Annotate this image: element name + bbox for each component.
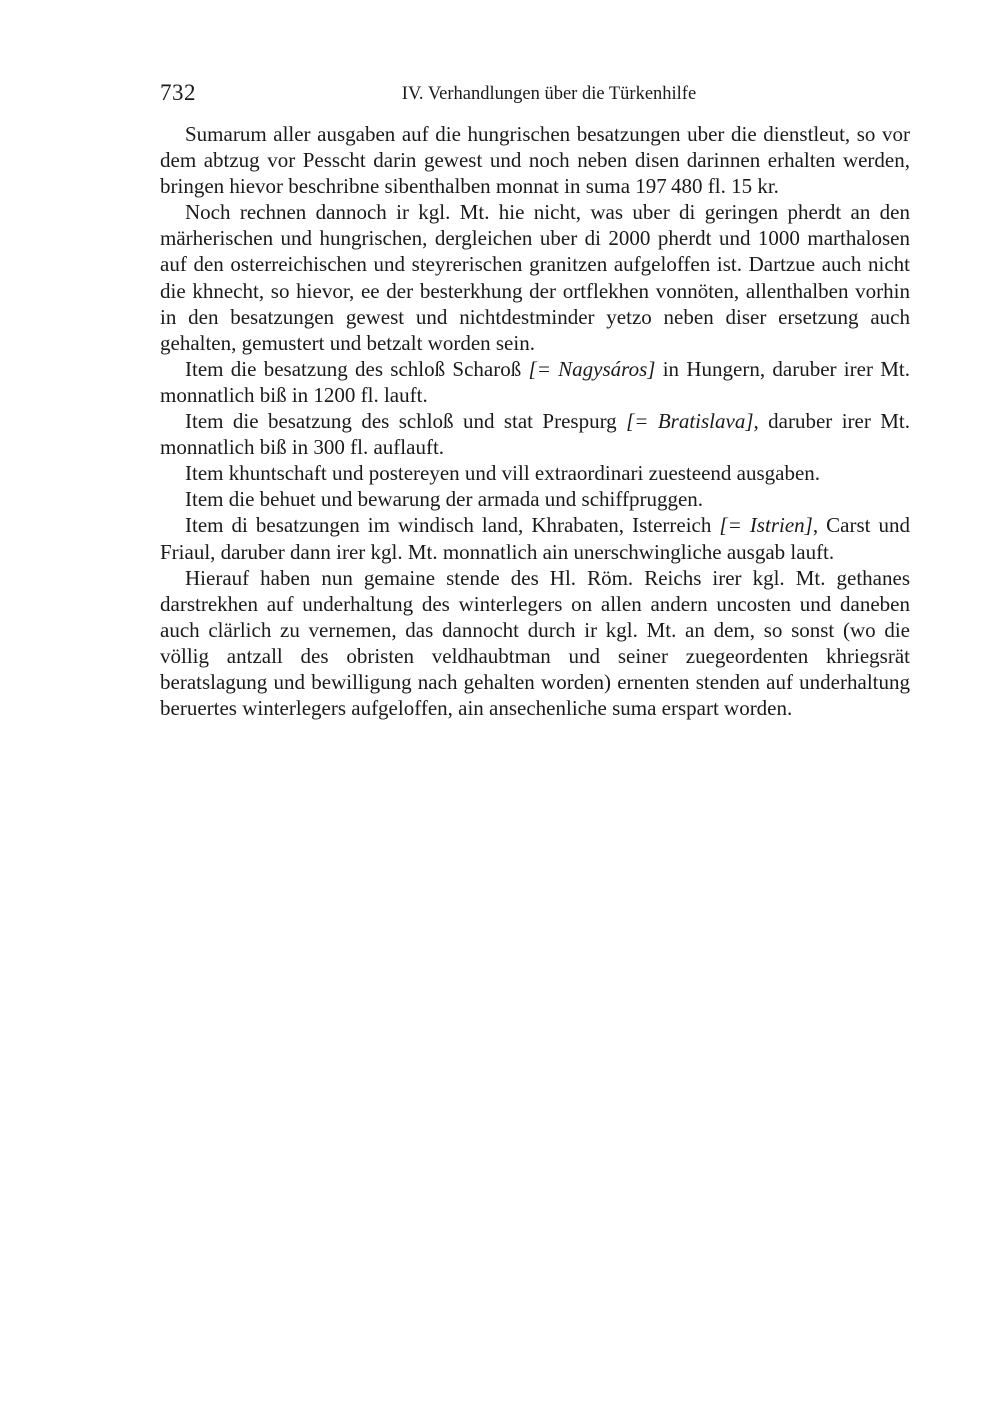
paragraph-item-windisch-land xyxy=(160,512,910,564)
paragraph-item-armada: Item die behuet und bewarung der armada und schiffpruggen. xyxy=(185,487,704,512)
page-number: 732 xyxy=(160,80,196,105)
text-segment: Item di besatzungen im windisch land, Khrabaten, Isterreich xyxy=(185,513,720,538)
paragraph-noch-rechnen: Noch rechnen dannoch ir kgl. Mt. hie nicht, was uber di geringen pherdt an den märherischen und hungrischen, dergleichen uber di 2000 pherdt und 1000 marthalosen auf den osterreichischen und steyrerischen granitzen aufgeloffen ist. Dartzue auch nicht die khnecht, so hievor, ee der besterkhung der ortflekhen vonnöten, allenthalben vorhin in den besatzungen gewest und nichtdestminder yetzo neben diser ersetzung auch gehalten, gemustert und betzalt worden sein. xyxy=(160,200,910,355)
paragraph-item-schaross xyxy=(160,356,910,408)
page-header xyxy=(160,80,910,110)
text-segment: Item die besatzung des schloß Scharoß xyxy=(185,356,529,381)
paragraph-hierauf: Hierauf haben nun gemaine stende des Hl. Röm. Reichs irer kgl. Mt. gethanes darstrekhen auf underhaltung des winterlegers on allen andern uncosten und daneben auch clärlich zu vernemen, das dannocht durch ir kgl. Mt. an dem, so sonst (wo die völlig antzall des obristen veldhaubtman und seiner zuegeordenten khriegsrät beratslagung und bewilligung nach gehalten worden) ernenten stenden auf underhaltung beruertes winterlegers aufgeloffen, ain ansechenliche suma erspart worden. xyxy=(160,565,910,721)
body-text xyxy=(160,121,910,721)
paragraph-item-prespurg xyxy=(160,408,910,460)
editorial-note: [= Bratislava] xyxy=(626,409,754,434)
paragraph-item-khuntschaft: Item khuntschaft und postereyen und vill extraordinari zuesteend ausgaben. xyxy=(185,461,821,486)
text-segment: , Carst und Friaul, daruber dann irer kgl. Mt. monnatlich ain unerschwingliche ausgab lauft. xyxy=(160,513,911,564)
editorial-note: [= Nagysáros] xyxy=(528,356,656,381)
text-segment: Item die besatzung des schloß und stat Prespurg xyxy=(185,409,627,434)
running-head: IV. Verhandlungen über die Türkenhilfe xyxy=(401,84,697,104)
text-segment: in Hungern, daruber irer Mt. monnatlich biß in 1200 fl. lauft. xyxy=(160,356,910,407)
paragraph-sumarum: Sumarum aller ausgaben auf die hungrischen besatzungen uber die dienstleut, so vor dem abtzug vor Pesscht darin gewest und noch neben disen darinnen erhalten werden, bringen hievor beschribne sibenthalben monnat in suma 197 480 fl. 15 kr. xyxy=(160,122,910,199)
editorial-note: [= Istrien] xyxy=(719,513,813,538)
text-segment: , daruber irer Mt. monnatlich biß in 300 fl. auflauft. xyxy=(160,409,910,460)
